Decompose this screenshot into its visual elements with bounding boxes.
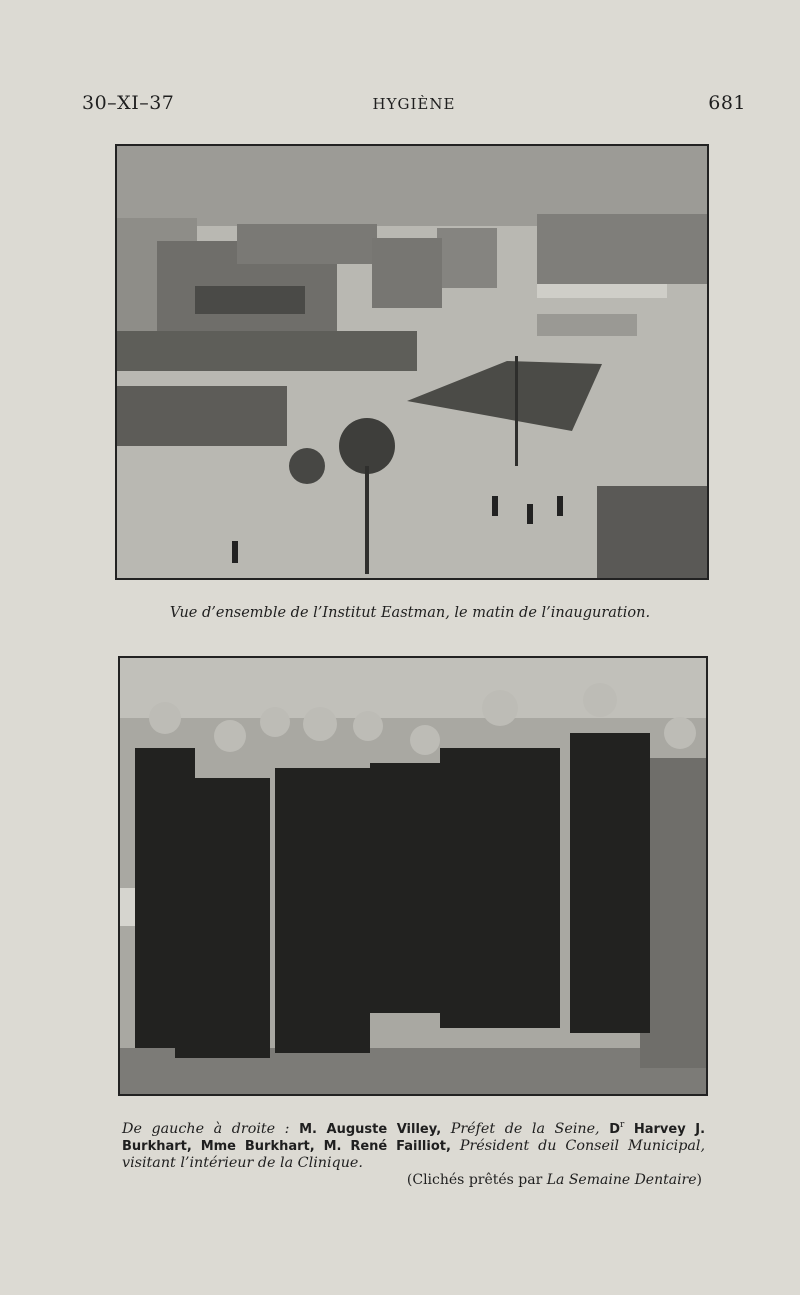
credit-prefix: (Clichés prêtés par (406, 1172, 547, 1188)
title-president: Président du Conseil Municipal, visitant l’intérieur de la Clinique. (122, 1137, 706, 1171)
photo-credit (407, 1172, 702, 1188)
person-villey: M. Auguste Villey, (299, 1121, 442, 1137)
page-number: 681 (708, 92, 746, 114)
credit-suffix: ) (696, 1172, 702, 1188)
running-header (82, 92, 746, 120)
figure-caption-1: Vue d’ensemble de l’Institut Eastman, le matin de l’inauguration. (169, 605, 651, 621)
credit-source: La Semaine Dentaire (546, 1172, 697, 1188)
persons-burkhart-failliot: Harvey J. Burkhart, Mme Burkhart, M. René Failliot, (122, 1121, 706, 1154)
officials-group-photo (118, 656, 708, 1096)
figure-caption-2 (122, 1117, 705, 1172)
header-date: 30–XI–37 (82, 92, 175, 114)
doctor-superscript: r (619, 1120, 625, 1130)
title-prefet: Préfet de la Seine, (441, 1120, 610, 1137)
institute-overview-photo (115, 144, 709, 580)
person-burkhart-prefix: D (609, 1121, 620, 1137)
header-title: HYGIÈNE (372, 95, 456, 113)
caption-intro: De gauche à droite : (122, 1120, 300, 1137)
